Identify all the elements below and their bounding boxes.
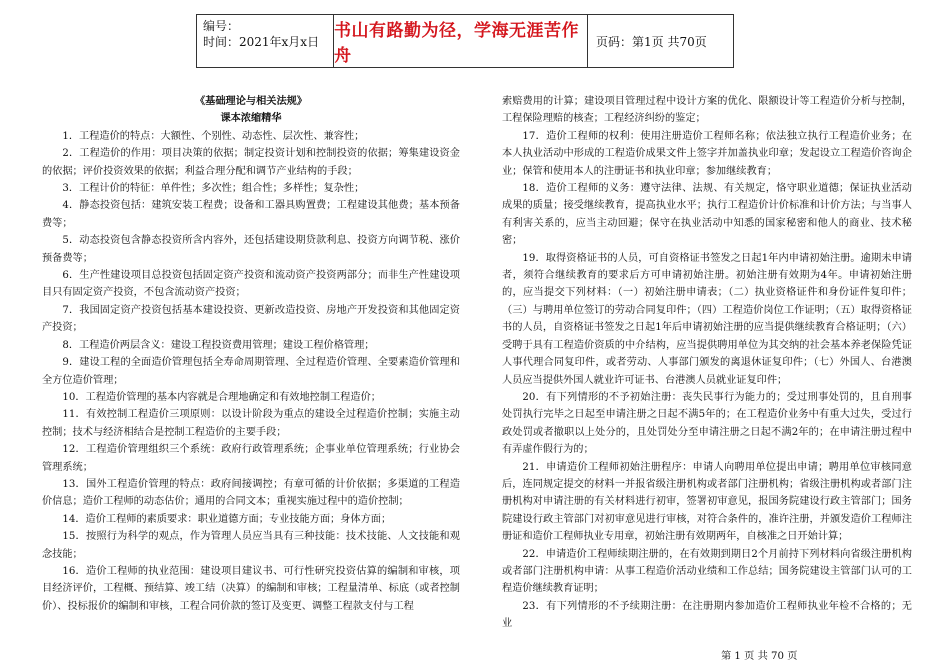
paragraph: 4．静态投资包括：建筑安装工程费；设备和工器具购置费；工程建设其他费；基本预备费等； [42,200,460,229]
paragraph: 15．按照行为科学的观点，作为管理人员应当具有三种技能：技术技能、人文技能和观念技能； [42,531,460,560]
paragraph: 16．造价工程师的执业范围：建设项目建议书、可行性研究投资估算的编制和审核，项目经济评价，工程概、预结算、竣工结（决算）的编制和审核；工程量清单、标底（或者控制价）、投标报价的编制和审核，工程合同价款的签订及变更、调整工程款支付与工程 [42,565,460,612]
left-column [42,93,460,615]
paragraph: 17．造价工程师的权利：使用注册造价工程师名称；依法独立执行工程造价业务；在本人执业活动中形成的工程造价成果文件上签字并加盖执业印章；发起设立工程造价咨询企业；保管和使用本人的注册证书和执业印章；参加继续教育； [502,130,912,177]
document-subtitle: 课本浓缩精华 [220,112,282,125]
page-header [196,14,734,68]
paragraph: 20．有下列情形的不予初始注册：丧失民事行为能力的；受过刑事处罚的，且自刑事处罚执行完毕之日起至申请注册之日起不满5年的；在工程造价业务中有重大过失，受过行政处罚或者撤职以上处分的，且处罚处分至申请注册之日起不满2年的；在申请注册过程中有弄虚作假行为的； [502,391,912,456]
paragraph: 14．造价工程师的素质要求：职业道德方面；专业技能方面；身体方面； [62,513,392,525]
paragraph: 7．我国固定资产投资包括基本建设投资、更新改造投资、房地产开发投资和其他固定资产投资； [42,304,460,334]
time-label: 时间：2021年x月x日 [203,35,320,49]
paragraph: 3．工程计价的特征：单件性；多次性；组合性；多样性；复杂性； [62,183,365,195]
document-title: 《基础理论与相关法规》 [194,95,308,107]
paragraph: 12．工程造价管理组织三个系统：政府行政管理系统；企事业单位管理系统；行业协会管理系统； [42,444,460,473]
serial-label: 编号： [203,19,240,33]
paragraph: 23．有下列情形的不予续期注册：在注册期内参加造价工程师执业年检不合格的；无业 [502,600,912,630]
paragraph: 2．工程造价的作用：项目决策的依据；制定投资计划和控制投资的依据；筹集建设资金的依据；评价投资效果的依据；利益合理分配和调节产业结构的手段； [42,148,460,177]
header-meta [197,15,334,67]
paragraph: 13．国外工程造价管理的特点：政府间接调控；有章可循的计价依据；多渠道的工程造价信息；造价工程师的动态估价；通用的合同文本；重视实施过程中的造价控制； [42,478,460,508]
paragraph: 21．申请造价工程师初始注册程序：申请人向聘用单位提出申请；聘用单位审核同意后，连同规定提交的材料一并报省级注册机构或者部门注册机构；省级注册机构或者部门注册机构对申请注册的有关材料进行初审，签署初审意见，报国务院建设行政主管部门；国务院建设行政主管部门对初审意见进行审核，对符合条件的，准许注册，并颁发造价工程师注册证和造价工程师执业专用章，初始注册有效期两年，自核准之日开始计算； [502,461,912,543]
paragraph-continuation: 索赔费用的计算；建设项目管理过程中设计方案的优化、限额设计等工程造价分析与控制，工程保险理赔的核查；工程经济纠纷的鉴定； [502,96,912,125]
paragraph: 19．取得资格证书的人员，可自资格证书签发之日起1年内申请初始注册。逾期未申请者，须符合继续教育的要求后方可申请初始注册。初始注册有效期为4年。申请初始注册的，应当提交下列材料：（一）初始注册申请表；（二）执业资格证件和身份证件复印件；（三）与聘用单位签订的劳动合同复印件；（四）工程造价岗位工作证明；（五）取得资格证书的人员，自资格证书签发之日起1年后申请初始注册的应当提供继续教育合格证明；（六）受聘于具有工程造价资质的中介结构，应当提供聘用单位为其交纳的社会基本养老保险凭证人事代理合同复印件，或者劳动、人事部门颁发的离退休证复印件；（七）外国人、台港澳人员应当提供外国人就业许可证书、台港澳人员就业证复印件； [502,252,912,386]
paragraph: 9．建设工程的全面造价管理包括全寿命周期管理、全过程造价管理、全要素造价管理和全方位造价管理； [42,357,460,386]
header-slogan: 书山有路勤为径，学海无涯苦作舟 [334,15,588,67]
paragraph: 1．工程造价的特点：大额性、个别性、动态性、层次性、兼容性； [62,130,365,142]
header-page-label: 页码：第1页 共70页 [596,34,707,49]
paragraph: 8．工程造价两层含义：建设工程投资费用管理；建设工程价格管理； [62,339,375,351]
right-column [502,93,912,633]
paragraph: 18．造价工程师的义务：遵守法律、法规、有关规定，恪守职业道德；保证执业活动成果的质量；接受继续教育，提高执业水平；执行工程造价计价标准和计价方法；与当事人有利害关系的，应当主动回避；保守在执业活动中知悉的国家秘密和他人的商业、技术秘密； [502,183,912,247]
paragraph: 6．生产性建设项目总投资包括固定资产投资和流动资产投资两部分；而非生产性建设项目只有固定资产投资，不包含流动资产投资； [42,270,460,299]
paragraph: 5．动态投资包含静态投资所含内容外，还包括建设期贷款利息、投资方向调节税、涨价预备费等； [42,235,460,264]
paragraph: 10．工程造价管理的基本内容就是合理地确定和有效地控制工程造价； [62,391,381,403]
paragraph: 22．申请造价工程师续期注册的，在有效期到期日2个月前持下列材料向省级注册机构或者部门注册机构申请：从事工程造价活动业绩和工作总结；国务院建设主管部门认可的工程造价继续教育证明； [502,548,912,595]
page-footer: 第 1 页 共 70 页 [721,651,798,662]
paragraph: 11．有效控制工程造价三项原则：以设计阶段为重点的建设全过程造价控制；实施主动控制；技术与经济相结合是控制工程造价的主要手段； [42,409,460,438]
